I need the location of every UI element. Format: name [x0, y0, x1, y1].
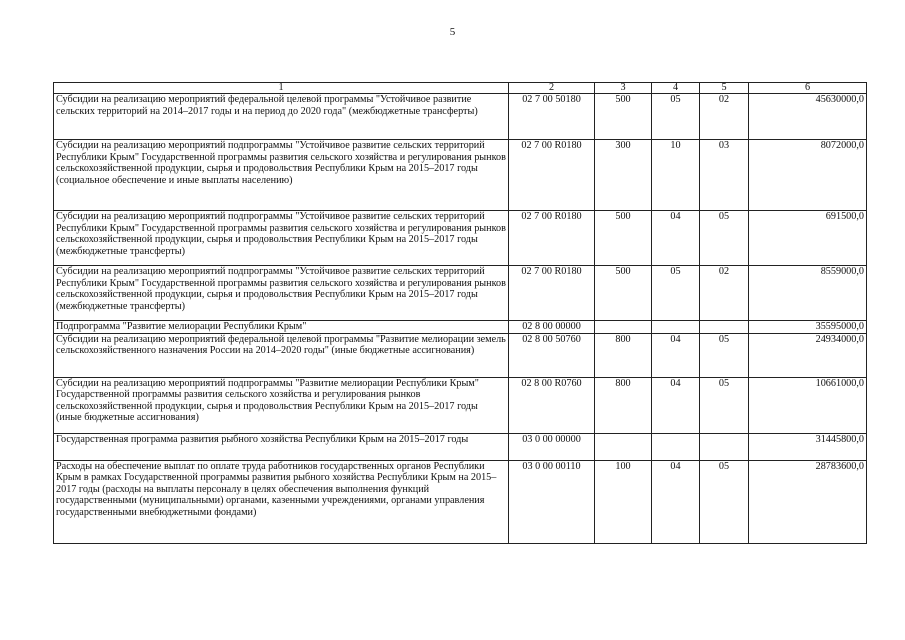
- row-col3: 300: [595, 140, 652, 211]
- row-col5: 02: [700, 94, 749, 140]
- row-amount: 28783600,0: [749, 460, 867, 543]
- row-description: Подпрограмма "Развитие мелиорации Республики Крым": [54, 321, 509, 334]
- table-row: [54, 140, 867, 211]
- row-description: Субсидии на реализацию мероприятий федеральной целевой программы "Устойчивое развитие сельских территорий на 2014–2017 годы и на период до 2020 года" (межбюджетные трансферты): [54, 94, 509, 140]
- row-code: 02 7 00 R0180: [509, 211, 595, 266]
- row-code: 02 8 00 R0760: [509, 377, 595, 433]
- row-description: Государственная программа развития рыбного хозяйства Республики Крым на 2015–2017 годы: [54, 433, 509, 460]
- header-cell-5: 5: [700, 83, 749, 94]
- row-col4: 04: [652, 460, 700, 543]
- row-col5: 05: [700, 460, 749, 543]
- row-description: Субсидии на реализацию мероприятий подпрограммы "Устойчивое развитие сельских территорий Республики Крым" Государственной программы развития сельского хозяйства и регулирования рынков сельскохозяйственной продукции, сырья и продовольствия Республики Крым на 2015–2017 годы (социальное обеспечение и иные выплаты населению): [54, 140, 509, 211]
- table-row: [54, 266, 867, 321]
- table-row: [54, 433, 867, 460]
- table-row: [54, 321, 867, 334]
- row-col3: 500: [595, 211, 652, 266]
- row-code: 02 8 00 50760: [509, 333, 595, 377]
- row-col4: 04: [652, 333, 700, 377]
- row-description: Субсидии на реализацию мероприятий подпрограммы "Развитие мелиорации Республики Крым" Государственной программы развития сельского хозяйства и регулирования рынков сельскохозяйственной продукции, сырья и продовольствия Республики Крым на 2015–2017 годы (иные бюджетные ассигнования): [54, 377, 509, 433]
- row-col3: 500: [595, 94, 652, 140]
- row-amount: 35595000,0: [749, 321, 867, 334]
- row-amount: 10661000,0: [749, 377, 867, 433]
- row-description: Субсидии на реализацию мероприятий федеральной целевой программы "Развитие мелиорации земель сельскохозяйственного назначения России на 2014–2020 годы" (иные бюджетные ассигнования): [54, 333, 509, 377]
- table-row: [54, 460, 867, 543]
- row-col5: 05: [700, 377, 749, 433]
- row-col4: [652, 321, 700, 334]
- table-row: [54, 94, 867, 140]
- row-description: Субсидии на реализацию мероприятий подпрограммы "Устойчивое развитие сельских территорий Республики Крым" Государственной программы развития сельского хозяйства и регулирования рынков сельскохозяйственной продукции, сырья и продовольствия Республики Крым на 2015–2017 годы (межбюджетные трансферты): [54, 266, 509, 321]
- row-amount: 691500,0: [749, 211, 867, 266]
- row-col4: 04: [652, 377, 700, 433]
- row-amount: 45630000,0: [749, 94, 867, 140]
- table-row: [54, 333, 867, 377]
- table-row: [54, 211, 867, 266]
- header-cell-2: 2: [509, 83, 595, 94]
- row-code: 02 7 00 R0180: [509, 266, 595, 321]
- row-description: Расходы на обеспечение выплат по оплате труда работников государственных органов Республики Крым в рамках Государственной программы развития рыбного хозяйства Республики Крым на 2015–2017 годы (расходы на выплаты персоналу в целях обеспечения выполнения функций государственными (муниципальными) органами, казенными учреждениями, органами управления государственными внебюджетными фондами): [54, 460, 509, 543]
- row-code: 03 0 00 00000: [509, 433, 595, 460]
- page-number: 5: [449, 26, 456, 38]
- row-col5: 03: [700, 140, 749, 211]
- row-code: 03 0 00 00110: [509, 460, 595, 543]
- header-cell-3: 3: [595, 83, 652, 94]
- row-col3: [595, 433, 652, 460]
- row-code: 02 7 00 50180: [509, 94, 595, 140]
- row-col4: 05: [652, 94, 700, 140]
- table-row: [54, 377, 867, 433]
- row-amount: 8559000,0: [749, 266, 867, 321]
- row-amount: 31445800,0: [749, 433, 867, 460]
- row-code: 02 8 00 00000: [509, 321, 595, 334]
- row-col5: 05: [700, 333, 749, 377]
- row-col3: [595, 321, 652, 334]
- row-col4: [652, 433, 700, 460]
- row-col5: 02: [700, 266, 749, 321]
- row-col3: 800: [595, 333, 652, 377]
- row-amount: 8072000,0: [749, 140, 867, 211]
- row-code: 02 7 00 R0180: [509, 140, 595, 211]
- header-cell-4: 4: [652, 83, 700, 94]
- header-cell-1: 1: [54, 83, 509, 94]
- row-col3: 100: [595, 460, 652, 543]
- budget-table: [53, 82, 867, 544]
- header-row: [54, 83, 867, 94]
- row-amount: 24934000,0: [749, 333, 867, 377]
- row-col5: [700, 433, 749, 460]
- row-col5: 05: [700, 211, 749, 266]
- row-col3: 500: [595, 266, 652, 321]
- row-col5: [700, 321, 749, 334]
- row-description: Субсидии на реализацию мероприятий подпрограммы "Устойчивое развитие сельских территорий Республики Крым" Государственной программы развития сельского хозяйства и регулирования рынков сельскохозяйственной продукции, сырья и продовольствия Республики Крым на 2015–2017 годы (межбюджетные трансферты): [54, 211, 509, 266]
- row-col4: 05: [652, 266, 700, 321]
- row-col4: 04: [652, 211, 700, 266]
- row-col4: 10: [652, 140, 700, 211]
- row-col3: 800: [595, 377, 652, 433]
- header-cell-6: 6: [749, 83, 867, 94]
